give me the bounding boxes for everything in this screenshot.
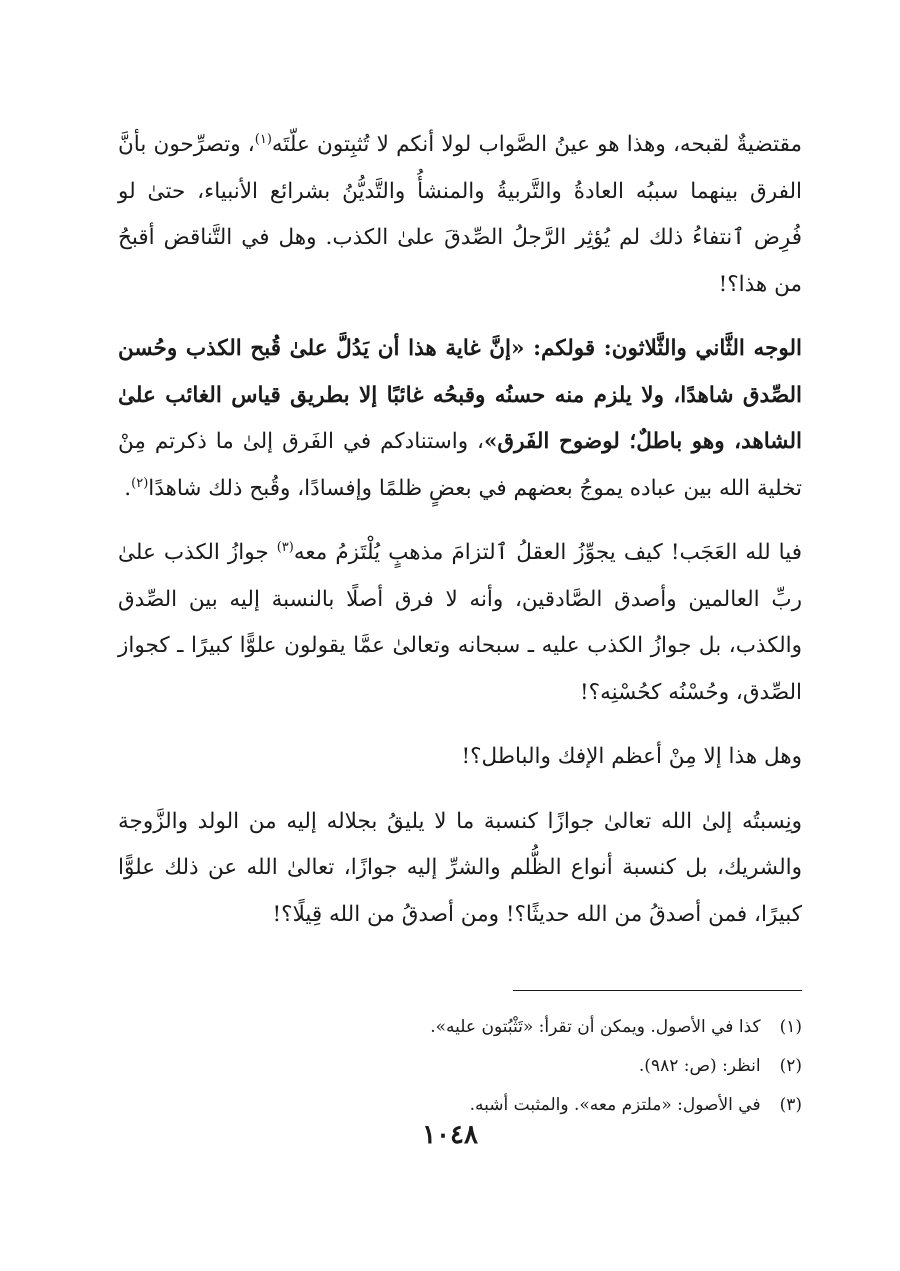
- paragraph-3-text-b: جوازُ الكذب علىٰ ربِّ العالمين وأصدق الصَّادقين، وأنه لا فرق أصلًا بالنسبة إليه بين الصِّدق والكذب، بل جوازُ الكذب عليه ـ سبحانه وتعالىٰ عمَّا يقولون علوًّا كبيرًا ـ كجواز الصِّدق، وحُسْنُه كحُسْنِه؟!: [118, 540, 802, 705]
- footnote-2-number: (٢): [779, 1056, 802, 1076]
- paragraph-3: [118, 530, 802, 716]
- paragraph-2: [118, 326, 802, 512]
- paragraph-2-bold-quote: الوجه الثَّاني والثَّلاثون: قولكم: «إنَّ غاية هذا أن يَدُلَّ علىٰ قُبح الكذب وحُسن الصِّدق شاهدًا، ولا يلزم منه حسنُه وقبحُه غائبًا إلا بطريق قياس الغائب علىٰ الشاهد، وهو باطلٌ؛ لوضوح الفَرق»: [118, 336, 803, 454]
- paragraph-4: وهل هذا إلا مِنْ أعظم الإفك والباطل؟!: [461, 744, 802, 769]
- footnote-3-text: في الأصول: «ملتزم معه». والمثبت أشبه.: [469, 1095, 761, 1115]
- paragraph-1-text-b: ، وتصرِّحون بأنَّ الفرق بينهما سببُه العادةُ والتَّربيةُ والمنشأُ والتَّديُّنُ بشرائع الأنبياء، حتىٰ لو فُرِض ٱنتفاءُ ذلك لم يُؤثِر الرَّجلُ الصِّدقَ علىٰ الكذب. وهل في التَّناقض أقبحُ من هذا؟!: [118, 132, 802, 297]
- footnote-2-text: انظر: (ص: ٩٨٢).: [638, 1056, 761, 1076]
- footnote-3-number: (٣): [779, 1095, 802, 1115]
- footnote-ref-2: (٢): [131, 475, 149, 491]
- paragraph-1: [118, 122, 802, 308]
- paragraph-3-text-a: فيا لله العَجَب! كيف يجوِّزُ العقلُ ٱلتزامَ مذهبٍ يُلْتَزمُ معه: [293, 540, 802, 565]
- paragraph-2-text-b: .: [124, 475, 132, 501]
- footnote-1-number: (١): [779, 1017, 802, 1037]
- footnotes: [118, 1008, 802, 1125]
- footnote-ref-1: (١): [254, 131, 272, 147]
- footnote-2: [118, 1047, 802, 1086]
- paragraph-2-text-a: ، واستنادكم في الفَرق إلىٰ ما ذكرتم مِنْ تخلية الله بين عباده يموجُ بعضهم في بعضٍ ظلمًا وإفسادًا، وقُبح ذلك شاهدًا: [118, 429, 802, 501]
- footnote-1: [118, 1008, 802, 1047]
- paragraph-1-text-a: مقتضيةٌ لقبحه، وهذا هو عينُ الصَّواب لولا أنكم لا تُثبِتون علّتَه: [271, 132, 802, 157]
- main-text: [118, 122, 802, 938]
- footnote-1-text: كذا في الأصول. ويمكن أن تقرأ: «تَثْبُتون عليه».: [430, 1017, 761, 1037]
- page-number: ١٠٤٨: [422, 1120, 478, 1150]
- paragraph-5: ونِسبتُه إلىٰ الله تعالىٰ جوازًا كنسبة ما لا يليقُ بجلاله إليه من الولد والزَّوجة والشريك، بل كنسبة أنواع الظُّلم والشرِّ إليه جوازًا، تعالىٰ الله عن ذلك علوًّا كبيرًا، فمن أصدقُ من الله حديثًا؟! ومن أصدقُ من الله قِيلًا؟!: [118, 808, 802, 927]
- footnote-ref-3: (٣): [276, 539, 294, 555]
- footnote-separator: [513, 990, 802, 991]
